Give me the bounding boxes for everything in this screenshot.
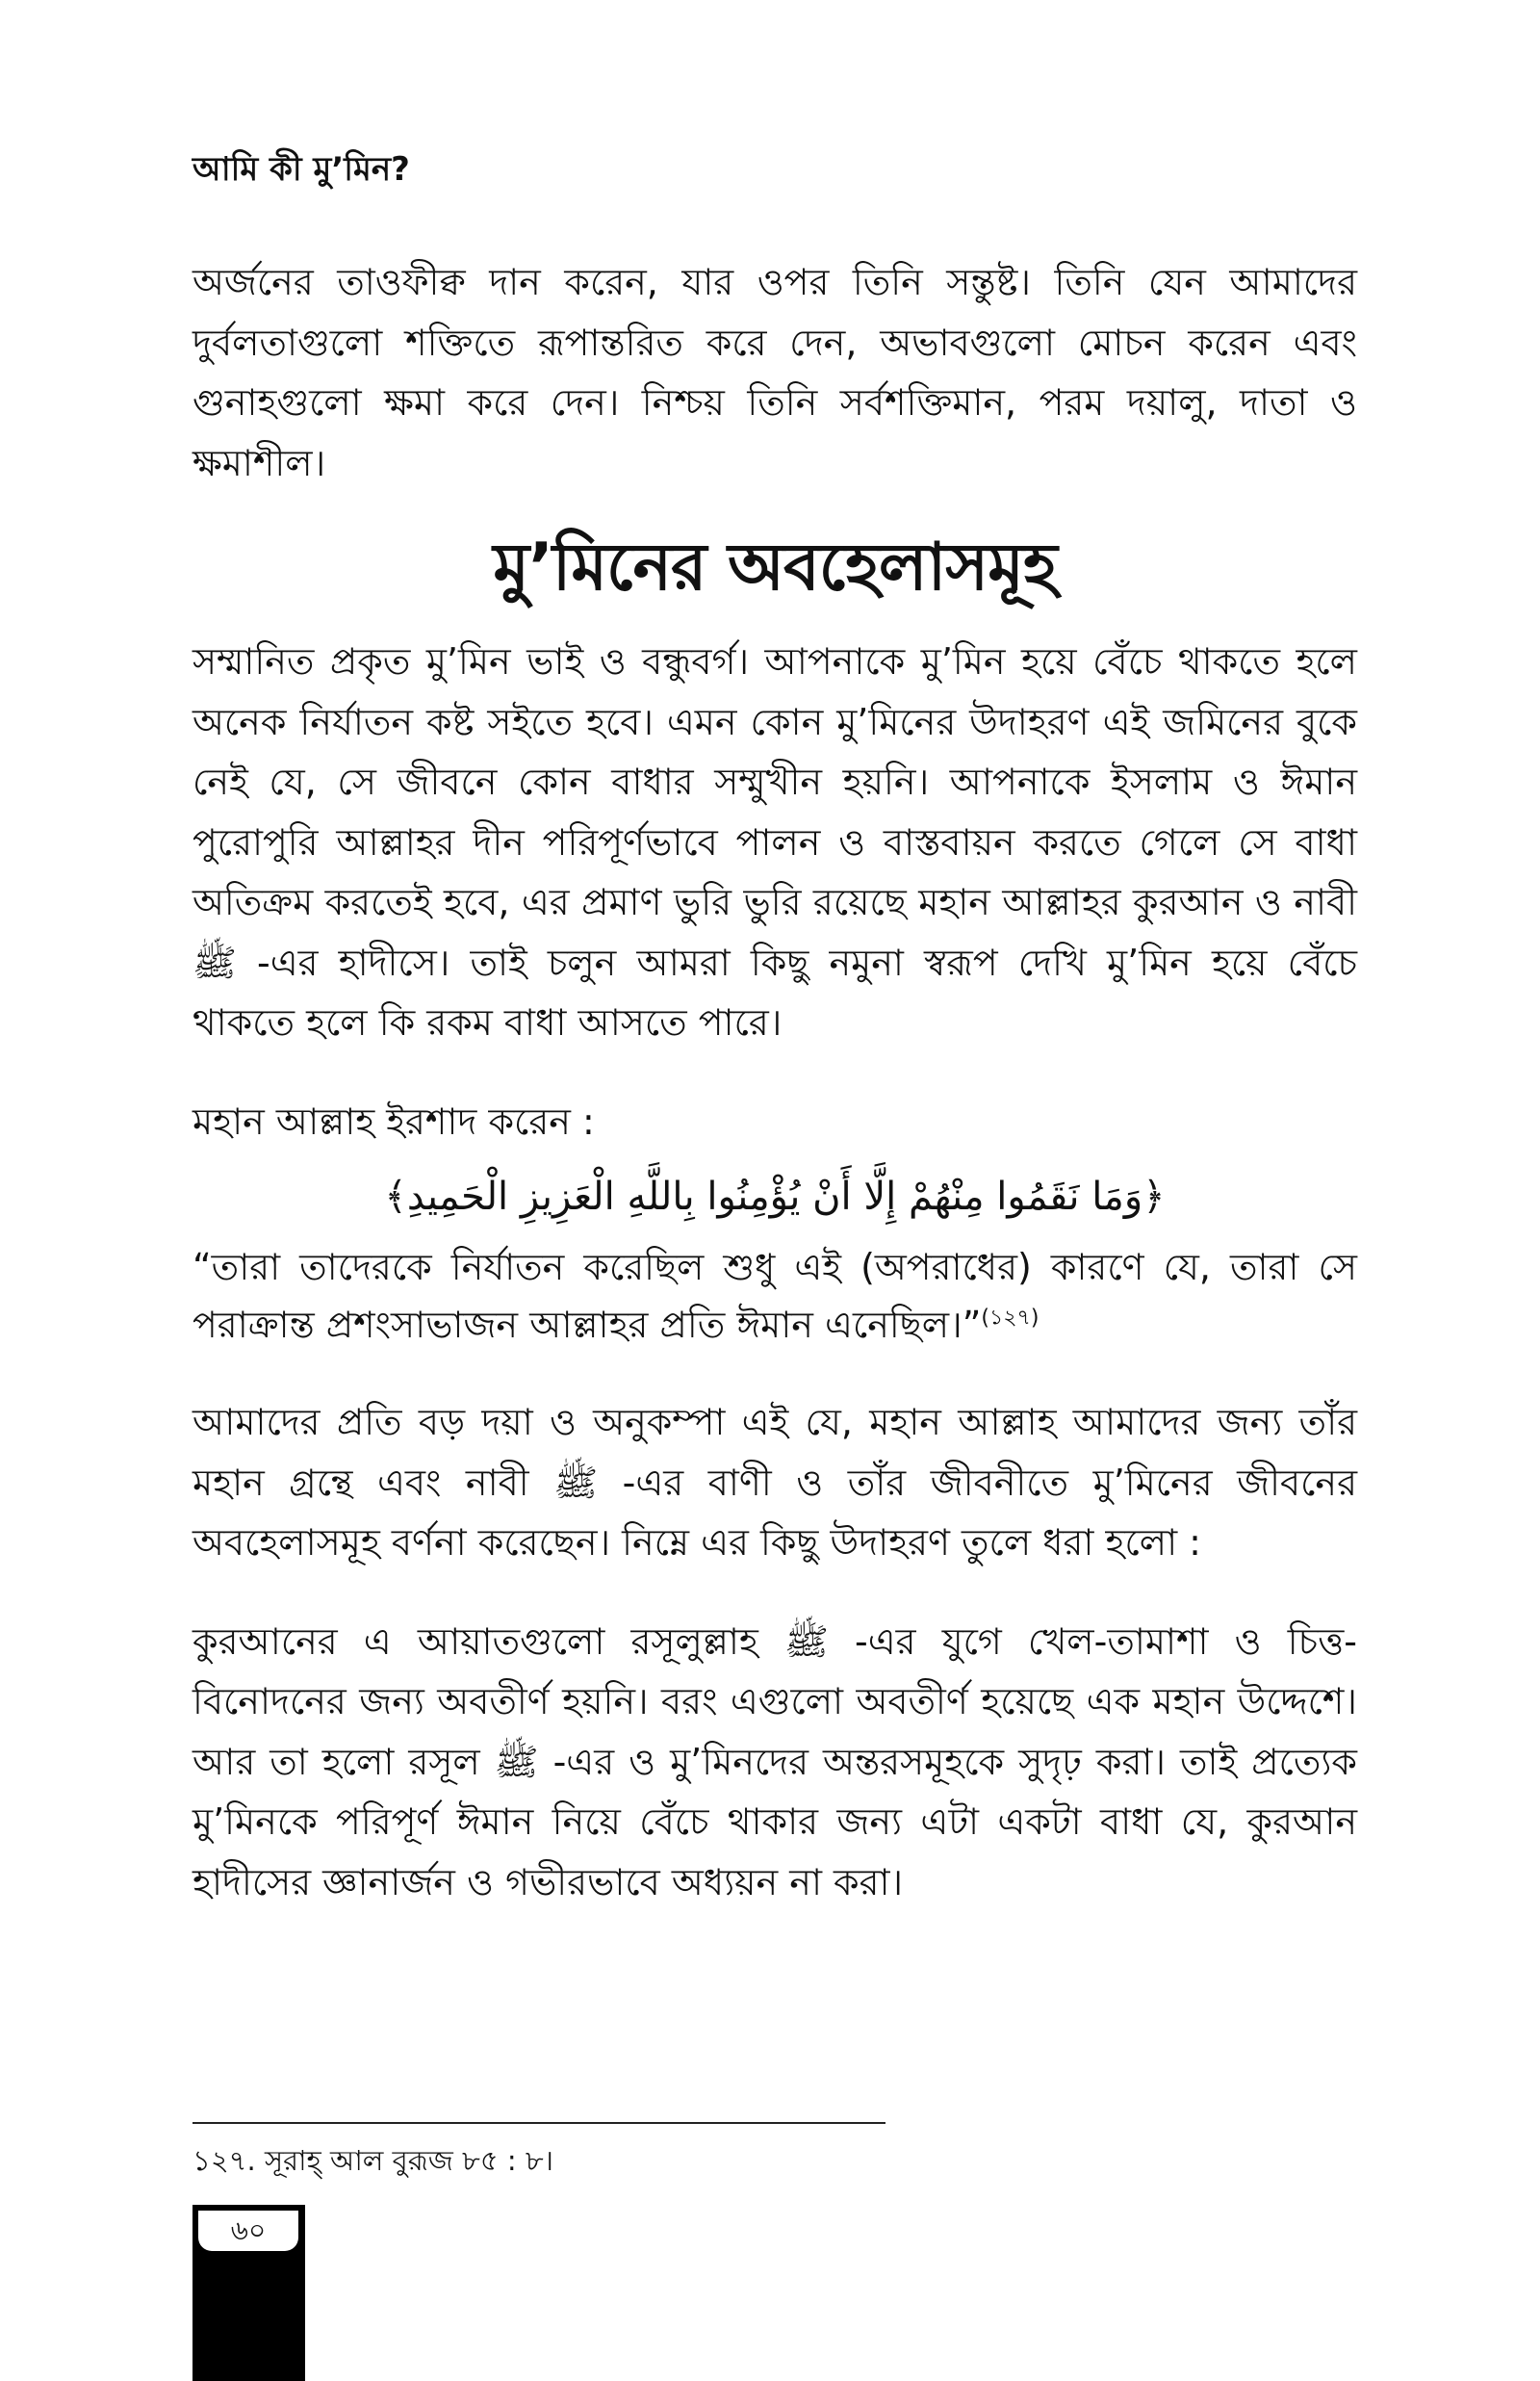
footnote-reference: (১২৭) [981, 1306, 1040, 1331]
body-paragraph-3: আমাদের প্রতি বড় দয়া ও অনুকম্পা এই যে, মহান আল্লাহ আমাদের জন্য তাঁর মহান গ্রন্থে এবং নাবী ﷺ -এর বাণী ও তাঁর জীবনীতে মু’মিনের জীবনের অবহেলাসমূহ বর্ণনা করেছেন। নিম্নে এর কিছু উদাহরণ তুলে ধরা হলো : [192, 1401, 1357, 1564]
translation-text: “তারা তাদেরকে নির্যাতন করেছিল শুধু এই (অপরাধের) কারণে যে, তারা সে পরাক্রান্ত প্রশংসাভাজন আল্লাহর প্রতি ঈমান এনেছিল।” [192, 1246, 1357, 1346]
body-paragraph-4: কুরআনের এ আয়াতগুলো রসূলুল্লাহ ﷺ -এর যুগে খেল-তামাশা ও চিত্ত-বিনোদনের জন্য অবতীর্ণ হয়নি। বরং এগুলো অবতীর্ণ হয়েছে এক মহান উদ্দেশে। আর তা হলো রসূল ﷺ -এর ও মু’মিনদের অন্তরসমূহকে সুদৃঢ় করা। তাই প্রত্যেক মু’মিনকে পরিপূর্ণ ঈমান নিয়ে বেঁচে থাকার জন্য এটা একটা বাধা যে, কুরআন হাদীসের জ্ঞানার্জন ও গভীরভাবে অধ্যয়ন না করা। [192, 1619, 1358, 1903]
verse-translation [192, 1238, 1357, 1354]
body-paragraph-2: মহান আল্লাহ ইরশাদ করেন : [192, 1100, 595, 1143]
arabic-verse: ﴿وَمَا نَقَمُوا مِنْهُمْ إِلَّا أَنْ يُؤْمِنُوا بِاللَّهِ الْعَزِيزِ الْحَمِيدِ﴾ [384, 1175, 1166, 1219]
running-header: আমি কী মু’মিন? [192, 150, 410, 189]
footnote-divider [192, 2122, 886, 2124]
section-heading: মু’মিনের অবহেলাসমূহ [493, 530, 1057, 606]
footnote: ১২৭. সূরাহ্ আল বুরূজ ৮৫ : ৮। [192, 2144, 554, 2177]
body-paragraph-1: সম্মানিত প্রকৃত মু’মিন ভাই ও বন্ধুবর্গ। আপনাকে মু’মিন হয়ে বেঁচে থাকতে হলে অনেক নির্যাতন কষ্ট সইতে হবে। এমন কোন মু’মিনের উদাহরণ এই জমিনের বুকে নেই যে, সে জীবনে কোন বাধার সম্মুখীন হয়নি। আপনাকে ইসলাম ও ঈমান পুরোপুরি আল্লাহর দীন পরিপূর্ণভাবে পালন ও বাস্তবায়ন করতে গেলে সে বাধা অতিক্রম করতেই হবে, এর প্রমাণ ভুরি ভুরি রয়েছে মহান আল্লাহর কুরআন ও নাবী ﷺ -এর হাদীসে। তাই চলুন আমরা কিছু নমুনা স্বরূপ দেখি মু’মিন হয়ে বেঁচে থাকতে হলে কি রকম বাধা আসতে পারে। [192, 640, 1357, 1044]
intro-paragraph: অর্জনের তাওফীক্ব দান করেন, যার ওপর তিনি সন্তুষ্ট। তিনি যেন আমাদের দুর্বলতাগুলো শক্তিতে রূপান্তরিত করে দেন, অভাবগুলো মোচন করেন এবং গুনাহগুলো ক্ষমা করে দেন। নিশ্চয় তিনি সর্বশক্তিমান, পরম দয়ালু, দাতা ও ক্ষমাশীল। [192, 261, 1357, 484]
page-body [192, 252, 1357, 1912]
page-number: ৬০ [198, 2211, 298, 2251]
